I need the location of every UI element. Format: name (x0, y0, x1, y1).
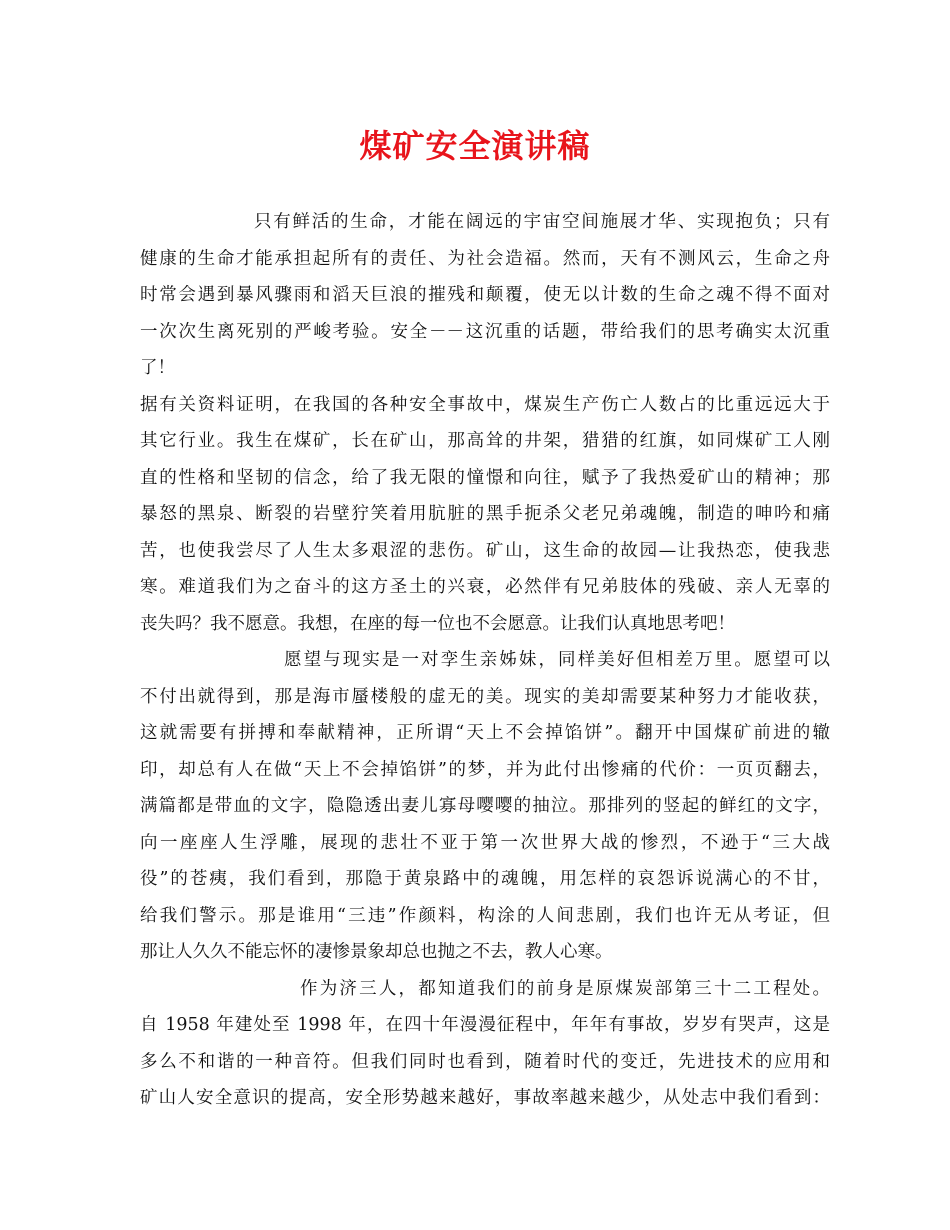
paragraph-line: 一次次生离死别的严峻考验。安全－－这沉重的话题，带给我们的思考确实太沉重 (140, 321, 830, 342)
paragraph-line: 丧失吗？我不愿意。我想，在座的每一位也不会愿意。让我们认真地思考吧！ (140, 613, 735, 634)
paragraph-line: 健康的生命才能承担起所有的责任、为社会造福。然而，天有不测风云，生命之舟 (140, 248, 830, 269)
paragraph-line: 自 1958 年建处至 1998 年，在四十年漫漫征程中，年年有事故，岁岁有哭声，这是 (140, 1015, 830, 1035)
document-title: 煤矿安全演讲稿 (359, 127, 591, 165)
paragraph-line: 多么不和谐的一种音符。但我们同时也看到，随着时代的变迁，先进技术的应用和 (140, 1051, 830, 1072)
paragraph-line: 时常会遇到暴风骤雨和滔天巨浪的摧残和颠覆，使无以计数的生命之魂不得不面对 (140, 285, 830, 305)
paragraph-line: 那让人久久不能忘怀的凄惨景象却总也抛之不去，教人心寒。 (140, 942, 613, 962)
paragraph-line: 直的性格和坚韧的信念，给了我无限的憧憬和向往，赋予了我热爱矿山的精神；那 (140, 467, 830, 488)
paragraph-line: 不付出就得到，那是海市蜃楼般的虚无的美。现实的美却需要某种努力才能收获， (140, 686, 830, 707)
paragraph-line: 愿望与现实是一对孪生亲姊妹，同样美好但相差万里。愿望可以 (284, 650, 830, 670)
paragraph-line: 矿山人安全意识的提高，安全形势越来越好，事故率越来越少，从处志中我们看到： (140, 1088, 830, 1108)
paragraph-line: 据有关资料证明，在我国的各种安全事故中，煤炭生产伤亡人数占的比重远远大于 (140, 394, 830, 415)
paragraph-line: 满篇都是带血的文字，隐隐透出妻儿寡母嘤嘤的抽泣。那排列的竖起的鲜红的文字， (140, 796, 830, 816)
document-body (140, 204, 830, 1117)
paragraph-line: 役”的苍痍，我们看到，那隐于黄泉路中的魂魄，用怎样的哀怨诉说满心的不甘， (140, 869, 830, 889)
paragraph-line: 给我们警示。那是谁用“三违”作颜料，构涂的人间悲剧，我们也许无从考证，但 (140, 905, 830, 926)
paragraph-line: 向一座座人生浮雕，展现的悲壮不亚于第一次世界大战的惨烈，不逊于“三大战 (140, 832, 830, 853)
paragraph-line: 只有鲜活的生命，才能在阔远的宇宙空间施展才华、实现抱负；只有 (254, 212, 830, 232)
paragraph-line: 作为济三人，都知道我们的前身是原煤炭部第三十二工程处。 (300, 978, 830, 999)
paragraph-line: 寒。难道我们为之奋斗的这方圣土的兴衰，必然伴有兄弟肢体的残破、亲人无辜的 (140, 577, 830, 597)
paragraph-line: 了！ (140, 358, 175, 378)
paragraph-line: 这就需要有拼搏和奉献精神，正所谓“天上不会掉馅饼”。翻开中国煤矿前进的辙 (140, 723, 830, 743)
paragraph-line: 暴怒的黑泉、断裂的岩壁狞笑着用肮脏的黑手扼杀父老兄弟魂魄，制造的呻吟和痛 (140, 504, 830, 524)
paragraph-line: 印，却总有人在做“天上不会掉馅饼”的梦，并为此付出惨痛的代价：一页页翻去， (140, 759, 830, 780)
paragraph-line: 苦，也使我尝尽了人生太多艰涩的悲伤。矿山，这生命的故园—让我热恋，使我悲 (140, 540, 830, 561)
paragraph-line: 其它行业。我生在煤矿，长在矿山，那高耸的井架，猎猎的红旗，如同煤矿工人刚 (140, 431, 830, 451)
